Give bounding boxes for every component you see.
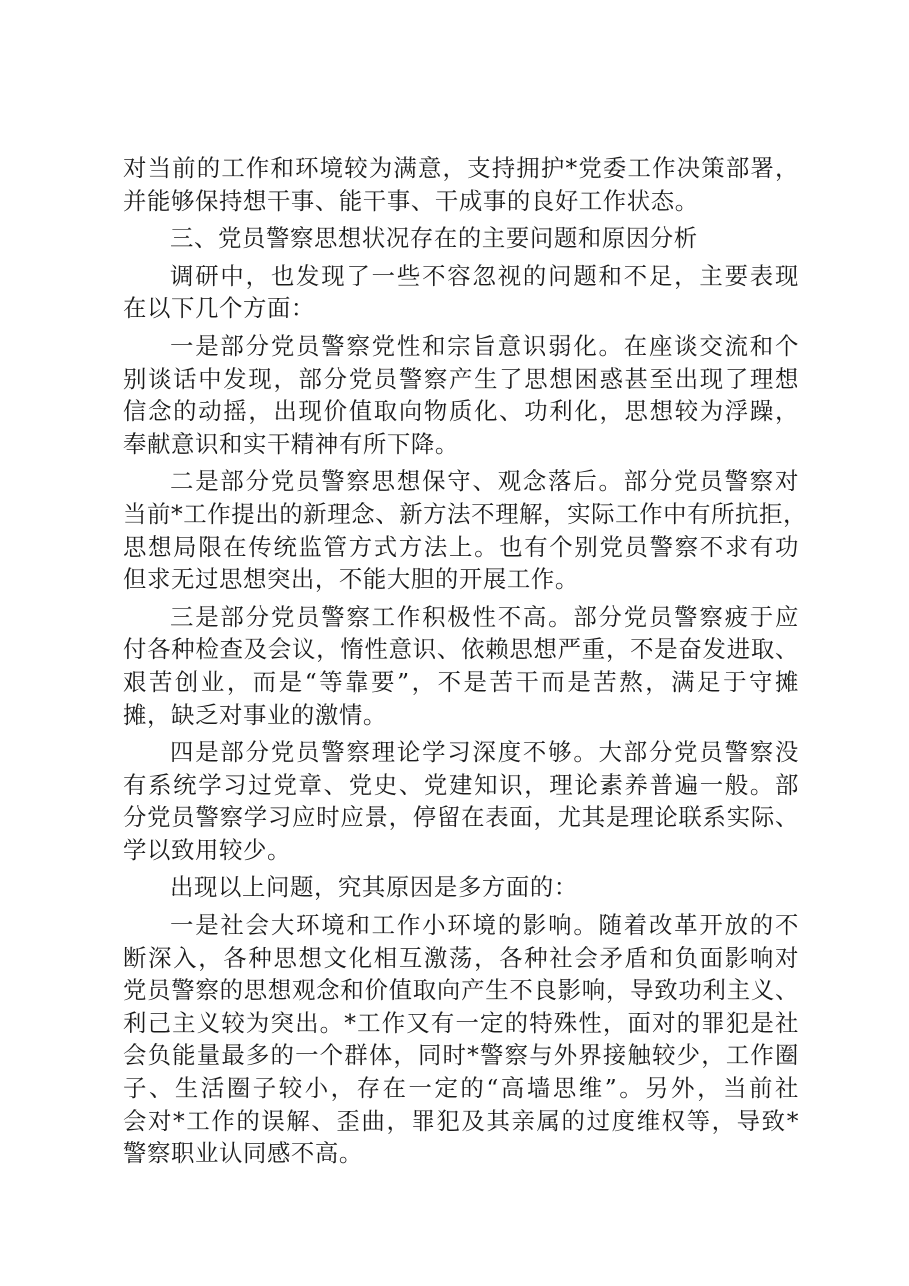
paragraph-p0 [123,152,799,217]
text-line: 学以致用较少。 [123,835,291,864]
paragraph-p4 [123,465,808,595]
text-line: 在以下几个方面： [123,294,315,323]
text-line: 别谈话中发现，部分党员警察产生了思想困惑甚至出现了理想 [123,364,799,393]
paragraph-p8 [123,909,799,1170]
text-line: 断深入，各种思想文化相互激荡，各种社会矛盾和负面影响对 [123,943,799,972]
text-line: 摊，缺乏对事业的激情。 [123,700,387,729]
text-line: 三、党员警察思想状况存在的主要问题和原因分析 [170,224,698,253]
text-line: 并能够保持想干事、能干事、干成事的良好工作状态。 [123,186,699,215]
paragraph-p1 [123,222,799,255]
text-line: 四是部分党员警察理论学习深度不够。大部分党员警察没 [170,738,799,767]
paragraph-p3 [123,330,799,460]
text-line: 子、生活圈子较小，存在一定的“高墙思维”。另外，当前社 [123,1074,799,1103]
paragraph-p2 [123,260,799,325]
text-line: 会对*工作的误解、歪曲，罪犯及其亲属的过度维权等，导致* [123,1106,799,1135]
document-body [123,152,808,1175]
text-line: 利己主义较为突出。*工作又有一定的特殊性，面对的罪犯是社 [123,1008,799,1037]
text-line: 三是部分党员警察工作积极性不高。部分党员警察疲于应 [170,602,799,631]
text-line: 思想局限在传统监管方式方法上。也有个别党员警察不求有功 [123,532,799,561]
paragraph-p7 [123,871,799,904]
paragraph-p6 [123,736,799,866]
text-line: 一是社会大环境和工作小环境的影响。随着改革开放的不 [170,911,799,940]
text-line: 信念的动摇，出现价值取向物质化、功利化，思想较为浮躁， [123,397,799,426]
text-line: 有系统学习过党章、党史、党建知识，理论素养普遍一般。部 [123,770,799,799]
text-line: 调研中，也发现了一些不容忽视的问题和不足，主要表现 [170,261,799,290]
text-line: 一是部分党员警察党性和宗旨意识弱化。在座谈交流和个 [170,331,799,360]
text-line: 党员警察的思想观念和价值取向产生不良影响，导致功利主义、 [123,976,799,1005]
text-line: 警察职业认同感不高。 [123,1139,363,1168]
text-line: 分党员警察学习应时应景，停留在表面，尤其是理论联系实际、 [123,803,799,832]
text-line: 会负能量最多的一个群体，同时*警察与外界接触较少，工作圈 [123,1041,799,1070]
text-line: 奉献意识和实干精神有所下降。 [123,429,459,458]
text-line: 出现以上问题，究其原因是多方面的： [170,873,578,902]
text-line: 但求无过思想突出，不能大胆的开展工作。 [123,565,579,594]
text-line: 二是部分党员警察思想保守、观念落后。部分党员警察对 [170,467,799,496]
paragraph-p5 [123,601,799,731]
text-line: 当前*工作提出的新理念、新方法不理解，实际工作中有所抗拒， [123,499,808,528]
text-line: 对当前的工作和环境较为满意，支持拥护*党委工作决策部署， [123,154,799,182]
text-line: 艰苦创业，而是“等靠要”，不是苦干而是苦熬，满足于守摊 [123,667,799,696]
text-line: 付各种检查及会议，惰性意识、依赖思想严重，不是奋发进取、 [123,635,799,664]
